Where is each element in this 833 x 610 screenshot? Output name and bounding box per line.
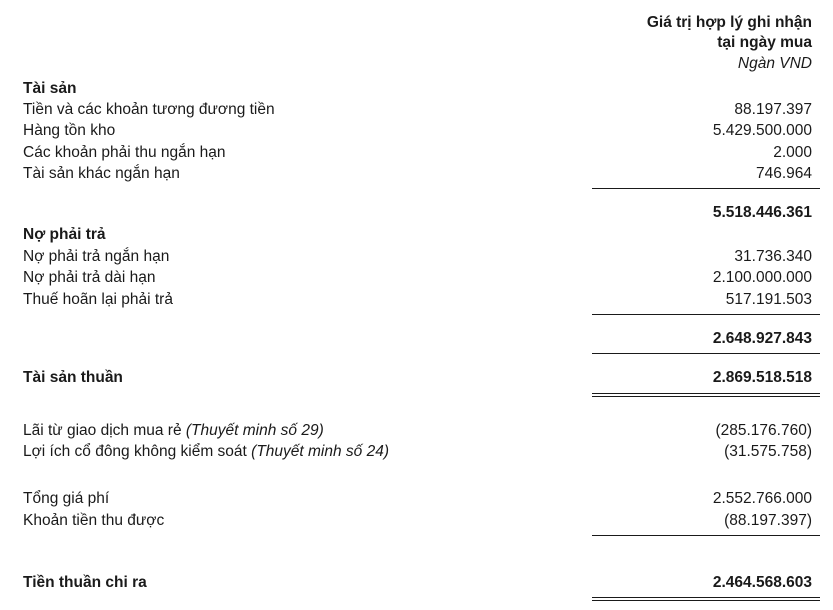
- asset-row-value: 88.197.397: [734, 101, 812, 118]
- liability-row-label: Nợ phải trả dài hạn: [23, 269, 156, 286]
- adjustment-row-label: Lãi từ giao dịch mua rẻ (Thuyết minh số 29): [23, 422, 324, 439]
- adjustment-row-label: Lợi ích cổ đông không kiểm soát (Thuyết minh số 24): [23, 443, 390, 460]
- subtotal-rule: [592, 314, 820, 315]
- net-assets-value: 2.869.518.518: [712, 369, 812, 386]
- cost-row-label: Khoản tiền thu được: [23, 512, 165, 529]
- liabilities-heading: Nợ phải trả: [23, 226, 106, 243]
- unit-label: Ngàn VND: [737, 55, 812, 72]
- assets-heading: Tài sản: [23, 80, 77, 97]
- column-header-line1: Giá trị hợp lý ghi nhận: [646, 14, 812, 31]
- subtotal-rule: [592, 188, 820, 189]
- asset-row-value: 2.000: [773, 144, 812, 161]
- liability-row-value: 31.736.340: [734, 248, 812, 265]
- double-rule: [592, 597, 820, 601]
- adjustment-row-value: (31.575.758): [724, 443, 812, 460]
- liabilities-total: 2.648.927.843: [712, 330, 812, 347]
- note-reference: (Thuyết minh số 24): [251, 443, 390, 460]
- asset-row-label: Tài sản khác ngắn hạn: [23, 165, 180, 182]
- liability-row-label: Thuế hoãn lại phải trả: [23, 291, 173, 308]
- note-reference: (Thuyết minh số 29): [185, 422, 324, 439]
- net-assets-label: Tài sản thuần: [23, 369, 123, 386]
- double-rule: [592, 393, 820, 397]
- asset-row-label: Hàng tồn kho: [23, 122, 116, 139]
- asset-row-label: Các khoản phải thu ngắn hạn: [23, 144, 226, 161]
- asset-row-label: Tiền và các khoản tương đương tiền: [23, 101, 275, 118]
- liability-row-value: 517.191.503: [725, 291, 812, 308]
- adjustment-row-value: (285.176.760): [715, 422, 812, 439]
- asset-row-value: 746.964: [755, 165, 812, 182]
- asset-row-value: 5.429.500.000: [712, 122, 812, 139]
- liability-row-label: Nợ phải trả ngắn hạn: [23, 248, 170, 265]
- cost-row-value: (88.197.397): [724, 512, 812, 529]
- liability-row-value: 2.100.000.000: [712, 269, 812, 286]
- cost-row-value: 2.552.766.000: [712, 490, 812, 507]
- net-cash-label: Tiền thuần chi ra: [23, 574, 147, 591]
- net-cash-value: 2.464.568.603: [712, 574, 812, 591]
- assets-total: 5.518.446.361: [712, 204, 812, 221]
- cost-row-label: Tổng giá phí: [23, 490, 110, 507]
- subtotal-rule: [592, 353, 820, 354]
- column-header-line2: tại ngày mua: [717, 34, 812, 51]
- subtotal-rule: [592, 535, 820, 536]
